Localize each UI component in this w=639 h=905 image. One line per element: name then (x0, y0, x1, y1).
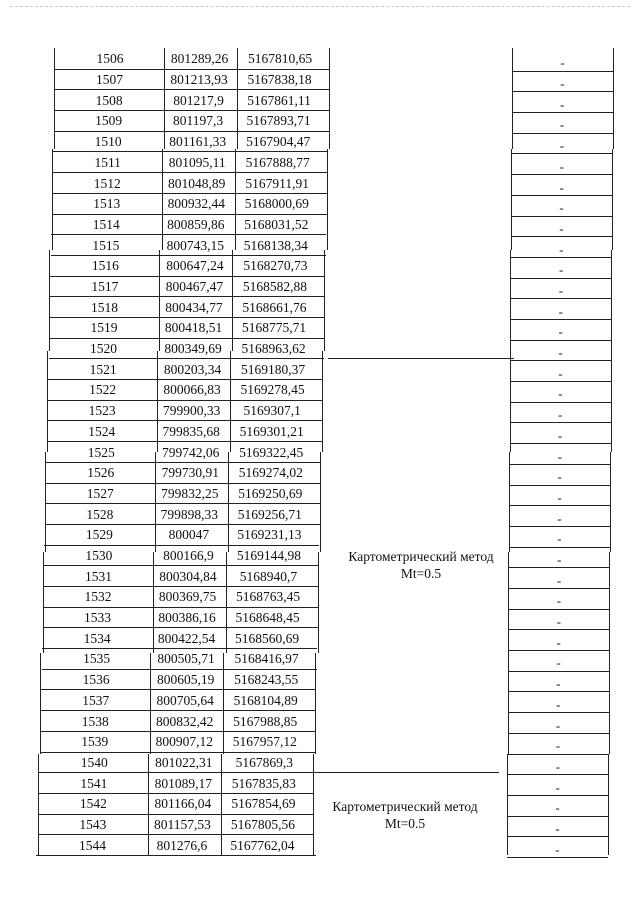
column-rule (162, 149, 163, 250)
row-number-cell: 1536 (82, 672, 110, 688)
y-coordinate-cell: 5169250,69 (238, 485, 303, 501)
mark-cell: - (559, 158, 564, 174)
mark-row-separator (510, 443, 611, 444)
row-separator (52, 214, 327, 215)
row-separator (51, 234, 326, 235)
mark-row-separator (508, 609, 609, 610)
x-coordinate-cell: 800467,47 (165, 278, 224, 294)
mark-cell: - (558, 386, 563, 402)
x-coordinate-cell: 800203,34 (163, 361, 222, 377)
x-coordinate-cell: 800932,44 (167, 196, 225, 212)
x-coordinate-cell: 801213,93 (170, 72, 228, 88)
column-rule (329, 48, 330, 149)
mark-row-separator (509, 505, 610, 506)
column-rule (49, 250, 50, 351)
row-number-cell: 1544 (78, 837, 106, 853)
row-number-cell: 1540 (80, 754, 108, 770)
mark-cell: - (557, 489, 562, 505)
mark-row-separator (511, 195, 612, 196)
row-number-cell: 1508 (95, 92, 123, 108)
x-coordinate-cell: 800066,83 (163, 382, 221, 398)
mark-cell: - (555, 717, 561, 733)
mark-cell: - (556, 676, 561, 692)
column-rule (610, 452, 611, 553)
row-separator (46, 483, 321, 484)
x-coordinate-cell: 800605,19 (156, 672, 215, 688)
mark-cell: - (557, 427, 563, 443)
mark-row-separator (511, 174, 612, 175)
column-rule (228, 452, 229, 553)
y-coordinate-cell: 5167911,91 (245, 175, 310, 191)
column-rule (511, 149, 512, 250)
mark-cell: - (558, 282, 564, 298)
method-label: Картометрический метод (348, 549, 494, 564)
y-coordinate-cell: 5169180,37 (241, 361, 306, 377)
mark-cell: - (556, 572, 562, 588)
x-coordinate-cell: 800832,42 (156, 713, 214, 729)
y-coordinate-cell: 5169274,02 (238, 465, 303, 481)
y-coordinate-cell: 5167805,56 (230, 816, 295, 832)
y-coordinate-cell: 5168582,88 (242, 278, 307, 294)
mark-cell: - (555, 841, 560, 857)
mark-cell: - (557, 551, 562, 567)
mark-row-separator (508, 712, 609, 713)
mark-row-separator (510, 298, 611, 299)
column-rule (507, 754, 508, 855)
x-coordinate-cell: 799832,25 (161, 485, 219, 501)
column-rule (155, 452, 156, 553)
mark-row-separator (512, 133, 613, 134)
mark-row-separator (510, 340, 611, 341)
row-separator (44, 565, 319, 566)
y-coordinate-cell: 5168648,45 (235, 610, 300, 626)
column-rule (510, 351, 511, 452)
y-coordinate-cell: 5169278,45 (240, 382, 305, 398)
row-number-cell: 1530 (85, 547, 113, 563)
row-number-cell: 1510 (94, 134, 122, 150)
x-coordinate-cell: 801157,53 (153, 816, 211, 832)
mark-cell: - (556, 655, 561, 671)
x-coordinate-cell: 799900,33 (162, 403, 221, 419)
y-coordinate-cell: 5168138,34 (243, 237, 308, 253)
method-cell-group-2 (312, 798, 498, 832)
x-coordinate-cell: 801197,3 (173, 113, 224, 129)
x-coordinate-cell: 800166,9 (163, 547, 214, 563)
column-rule (148, 754, 149, 855)
mark-row-separator (511, 257, 612, 258)
row-number-cell: 1527 (86, 485, 114, 501)
y-coordinate-cell: 5168560,69 (235, 630, 300, 646)
mark-cell: - (556, 614, 561, 630)
x-coordinate-cell: 801022,31 (155, 754, 213, 770)
row-separator (42, 669, 317, 670)
column-rule (609, 552, 610, 653)
mark-row-separator (507, 754, 608, 755)
row-separator (40, 731, 315, 732)
mark-cell: - (557, 448, 563, 464)
mark-cell: - (559, 241, 564, 257)
column-rule (47, 351, 48, 452)
column-rule (315, 653, 316, 754)
x-coordinate-cell: 800386,16 (158, 610, 216, 626)
row-number-cell: 1515 (92, 237, 120, 253)
y-coordinate-cell: 5169301,21 (239, 423, 304, 439)
column-rule (230, 351, 231, 452)
column-rule (237, 48, 238, 149)
row-number-cell: 1521 (89, 361, 117, 377)
row-number-cell: 1509 (95, 113, 123, 129)
row-number-cell: 1525 (87, 444, 115, 460)
x-coordinate-cell: 799730,91 (161, 465, 219, 481)
column-rule (164, 48, 165, 149)
row-number-cell: 1526 (87, 465, 115, 481)
mark-cell: - (555, 758, 560, 774)
method-label: Картометрический метод (332, 799, 478, 814)
mark-row-separator (510, 360, 611, 361)
row-separator (44, 545, 319, 546)
mark-row-separator (508, 733, 609, 734)
mark-row-separator (508, 691, 609, 692)
mark-cell: - (555, 820, 560, 836)
column-rule (43, 552, 44, 653)
mark-cell: - (559, 220, 564, 236)
row-separator (45, 524, 320, 525)
y-coordinate-cell: 5168775,71 (241, 320, 307, 336)
y-coordinate-cell: 5167888,77 (245, 154, 310, 170)
column-rule (54, 48, 55, 149)
mark-row-separator (508, 629, 609, 630)
row-separator (49, 317, 324, 318)
row-number-cell: 1523 (88, 403, 116, 419)
x-coordinate-cell: 799835,68 (162, 423, 220, 439)
row-number-cell: 1516 (91, 258, 119, 274)
y-coordinate-cell: 5167762,04 (230, 837, 295, 853)
column-rule (512, 48, 513, 149)
accuracy-label: Mt=0.5 (400, 566, 442, 581)
mark-cell: - (555, 779, 560, 795)
y-coordinate-cell: 5168661,76 (242, 299, 307, 315)
row-separator (47, 420, 322, 421)
row-separator (48, 400, 323, 401)
x-coordinate-cell: 800647,24 (166, 258, 224, 274)
x-coordinate-cell: 801048,89 (168, 175, 226, 191)
mark-cell: - (556, 634, 561, 650)
column-rule (611, 351, 612, 452)
row-separator (46, 462, 321, 463)
group-separator (314, 772, 499, 773)
mark-row-separator (509, 485, 610, 486)
row-separator (45, 503, 320, 504)
mark-row-separator (509, 464, 610, 465)
row-separator (50, 276, 325, 277)
column-rule (320, 452, 321, 553)
row-separator (54, 110, 329, 111)
x-coordinate-cell: 800369,75 (158, 589, 217, 605)
mark-cell: - (557, 469, 562, 485)
row-number-cell: 1506 (96, 51, 124, 67)
row-number-cell: 1507 (96, 72, 124, 88)
row-separator (39, 793, 314, 794)
row-separator (38, 814, 313, 815)
column-rule (611, 250, 612, 351)
row-separator (43, 607, 318, 608)
column-rule (510, 250, 511, 351)
y-coordinate-cell: 5169256,71 (237, 506, 302, 522)
y-coordinate-cell: 5167854,69 (231, 796, 296, 812)
row-separator (41, 689, 316, 690)
y-coordinate-cell: 5168000,69 (244, 196, 309, 212)
column-rule (150, 653, 151, 754)
row-number-cell: 1524 (88, 423, 116, 439)
mark-row-separator (511, 153, 612, 154)
row-separator (55, 69, 330, 70)
y-coordinate-cell: 5167835,83 (231, 775, 296, 791)
row-number-cell: 1539 (81, 734, 109, 750)
mark-row-separator (511, 278, 612, 279)
y-coordinate-cell: 5168104,89 (233, 692, 298, 708)
column-rule (313, 754, 314, 855)
x-coordinate-cell: 801217,9 (173, 92, 224, 108)
column-rule (40, 653, 41, 754)
mark-row-separator (507, 816, 608, 817)
column-rule (38, 754, 39, 855)
x-coordinate-cell: 799898,33 (160, 506, 219, 522)
y-coordinate-cell: 5169231,13 (237, 527, 302, 543)
mark-cell: - (559, 138, 565, 154)
x-coordinate-cell: 801289,26 (170, 51, 229, 67)
x-coordinate-cell: 800505,71 (157, 651, 215, 667)
row-separator (52, 193, 327, 194)
x-coordinate-cell: 800422,54 (157, 630, 216, 646)
row-separator (40, 752, 315, 753)
column-rule (508, 653, 509, 754)
row-number-cell: 1533 (84, 610, 112, 626)
y-coordinate-cell: 5168763,45 (235, 589, 301, 605)
mark-row-separator (512, 91, 613, 92)
row-separator (39, 772, 314, 773)
mark-cell: - (555, 738, 561, 754)
mark-cell: - (558, 345, 563, 361)
column-rule (232, 250, 233, 351)
y-coordinate-cell: 5167810,65 (247, 51, 313, 67)
row-separator (47, 441, 322, 442)
y-coordinate-cell: 5168416,97 (234, 651, 299, 667)
y-coordinate-cell: 5167861,11 (247, 92, 311, 108)
mark-row-separator (509, 567, 610, 568)
accuracy-label: Mt=0.5 (384, 816, 426, 831)
method-cell-group-1 (328, 548, 514, 582)
column-rule (608, 754, 609, 855)
x-coordinate-cell: 800434,77 (165, 299, 223, 315)
x-coordinate-cell: 801095,11 (168, 154, 226, 170)
row-number-cell: 1514 (92, 216, 120, 232)
column-rule (153, 552, 154, 653)
x-coordinate-cell: 800705,64 (156, 692, 214, 708)
row-number-cell: 1528 (86, 506, 114, 522)
row-separator (42, 648, 317, 649)
row-separator (43, 586, 318, 587)
row-number-cell: 1534 (83, 630, 111, 646)
y-coordinate-cell: 5167957,12 (232, 734, 297, 750)
row-number-cell: 1538 (81, 713, 109, 729)
mark-row-separator (509, 588, 610, 589)
y-coordinate-cell: 5169144,98 (236, 547, 301, 563)
y-coordinate-cell: 5167838,18 (247, 72, 312, 88)
row-number-cell: 1517 (91, 278, 119, 294)
y-coordinate-cell: 5169307,1 (243, 403, 301, 419)
column-rule (159, 250, 160, 351)
column-rule (327, 149, 328, 250)
mark-cell: - (555, 800, 560, 816)
y-coordinate-cell: 5167904,47 (246, 134, 311, 150)
x-coordinate-cell: 800349,69 (164, 341, 222, 357)
row-number-cell: 1513 (93, 196, 121, 212)
mark-row-separator (511, 216, 612, 217)
column-rule (223, 653, 224, 754)
x-coordinate-cell: 801276,6 (156, 837, 208, 853)
mark-cell: - (559, 179, 564, 195)
mark-row-separator (510, 402, 611, 403)
column-rule (226, 552, 227, 653)
column-rule (612, 149, 613, 250)
x-coordinate-cell: 801166,04 (154, 796, 212, 812)
mark-cell: - (557, 510, 562, 526)
y-coordinate-cell: 5168270,73 (243, 258, 308, 274)
column-rule (322, 351, 323, 452)
mark-row-separator (510, 381, 611, 382)
row-number-cell: 1519 (90, 320, 118, 336)
x-coordinate-cell: 800047 (168, 527, 210, 543)
mark-row-separator (510, 319, 611, 320)
x-coordinate-cell: 800859,86 (167, 216, 225, 232)
mark-row-separator (507, 836, 608, 837)
row-number-cell: 1532 (84, 589, 112, 605)
row-separator (49, 358, 324, 359)
column-rule (221, 754, 222, 855)
column-rule (613, 48, 614, 149)
mark-row-separator (508, 671, 609, 672)
x-coordinate-cell: 800418,51 (164, 320, 223, 336)
x-coordinate-cell: 801089,17 (154, 775, 213, 791)
y-coordinate-cell: 5168940,7 (239, 568, 298, 584)
column-rule (324, 250, 325, 351)
mark-row-separator (509, 547, 610, 548)
row-number-cell: 1531 (84, 568, 112, 584)
mark-row-separator (507, 774, 608, 775)
mark-row-separator (507, 857, 608, 858)
x-coordinate-cell: 800304,84 (159, 568, 217, 584)
x-coordinate-cell: 800907,12 (155, 734, 213, 750)
row-number-cell: 1535 (83, 651, 111, 667)
group-separator (328, 358, 514, 359)
mark-row-separator (511, 236, 612, 237)
row-number-cell: 1537 (82, 692, 110, 708)
mark-cell: - (558, 262, 564, 278)
row-separator (49, 338, 324, 339)
row-separator (53, 172, 328, 173)
mark-cell: - (560, 76, 565, 92)
mark-cell: - (556, 593, 562, 609)
mark-row-separator (508, 650, 609, 651)
mark-row-separator (507, 795, 608, 796)
row-separator (48, 379, 323, 380)
mark-cell: - (557, 407, 563, 423)
mark-cell: - (558, 365, 563, 381)
row-number-cell: 1518 (90, 299, 118, 315)
row-separator (55, 89, 330, 90)
mark-cell: - (557, 531, 562, 547)
y-coordinate-cell: 5169322,45 (239, 444, 304, 460)
row-separator (54, 131, 329, 132)
mark-cell: - (558, 324, 563, 340)
row-number-cell: 1543 (79, 816, 107, 832)
row-separator (50, 296, 325, 297)
y-coordinate-cell: 5167869,3 (235, 754, 293, 770)
row-number-cell: 1520 (90, 341, 118, 357)
row-separator (53, 151, 328, 152)
mark-cell: - (559, 200, 564, 216)
mark-cell: - (556, 696, 561, 712)
mark-row-separator (512, 112, 613, 113)
mark-row-separator (510, 422, 611, 423)
mark-cell: - (559, 117, 565, 133)
row-number-cell: 1522 (89, 382, 117, 398)
column-rule (509, 452, 510, 553)
row-number-cell: 1529 (85, 527, 113, 543)
y-coordinate-cell: 5167988,85 (233, 713, 298, 729)
y-coordinate-cell: 5168243,55 (234, 672, 299, 688)
y-coordinate-cell: 5168963,62 (241, 341, 306, 357)
row-number-cell: 1542 (79, 796, 107, 812)
column-rule (318, 552, 319, 653)
y-coordinate-cell: 5167893,71 (246, 113, 311, 129)
row-separator (38, 834, 313, 835)
x-coordinate-cell: 799742,06 (162, 444, 220, 460)
mark-cell: - (560, 55, 565, 71)
column-rule (45, 452, 46, 553)
row-separator (51, 255, 326, 256)
mark-row-separator (512, 71, 613, 72)
column-rule (609, 653, 610, 754)
x-coordinate-cell: 801161,33 (169, 134, 227, 150)
y-coordinate-cell: 5168031,52 (244, 216, 309, 232)
column-rule (235, 149, 236, 250)
column-rule (52, 149, 53, 250)
row-number-cell: 1512 (93, 175, 121, 191)
mark-row-separator (509, 526, 610, 527)
x-coordinate-cell: 800743,15 (166, 237, 225, 253)
mark-cell: - (558, 303, 563, 319)
column-rule (157, 351, 158, 452)
column-rule (508, 552, 509, 653)
row-separator (43, 627, 318, 628)
row-number-cell: 1511 (94, 154, 121, 170)
row-separator (41, 710, 316, 711)
row-number-cell: 1541 (80, 775, 108, 791)
table-bottom-line (36, 855, 316, 856)
mark-cell: - (560, 96, 565, 112)
